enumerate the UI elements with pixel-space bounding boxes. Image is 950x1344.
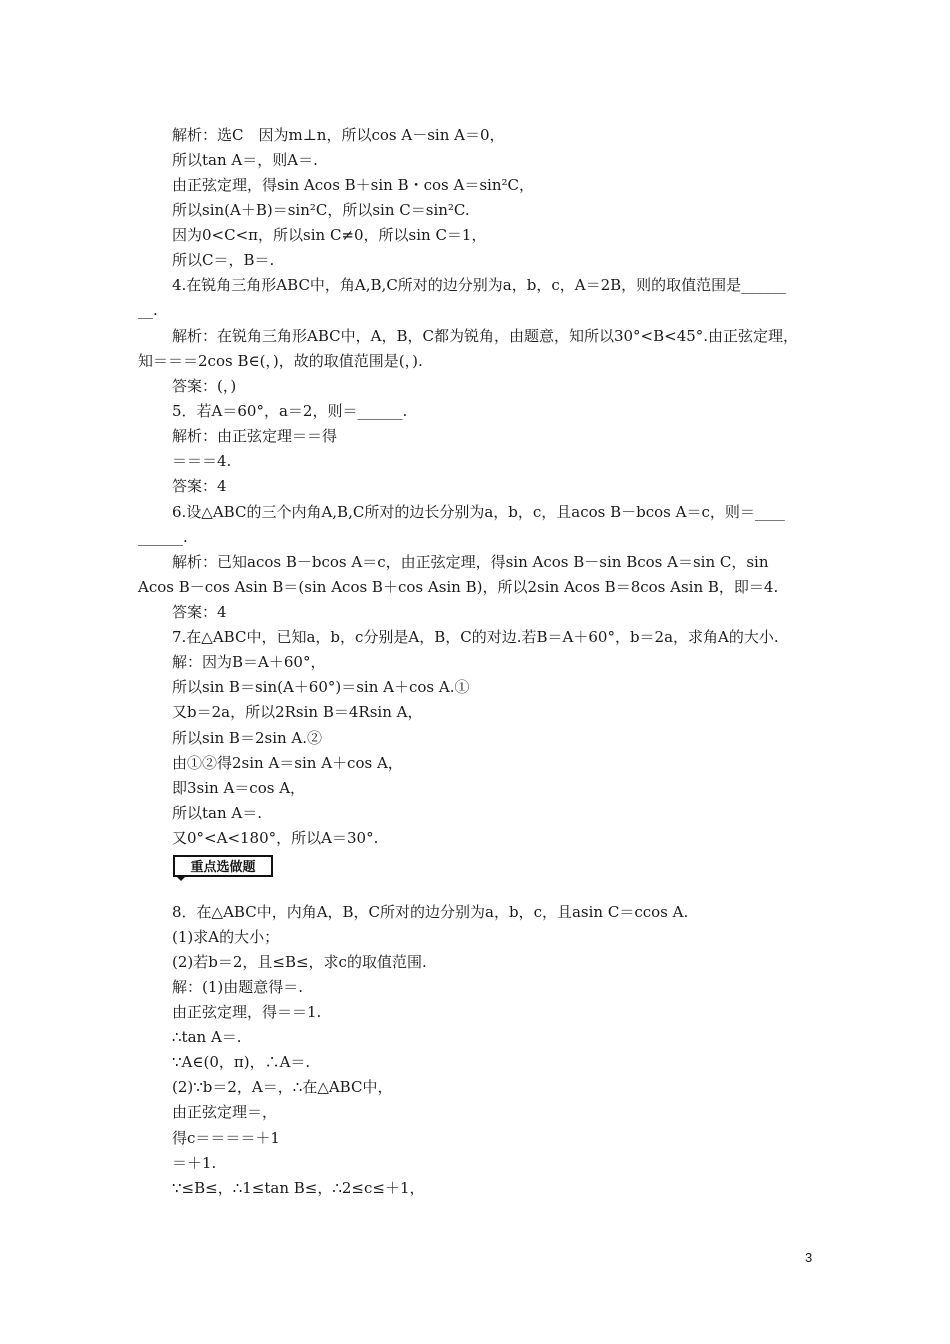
text-line: 解析：在锐角三角形ABC中，A，B，C都为锐角，由题意，知所以30°<B<45°.由正弦定理， <box>172 327 799 345</box>
text-line: 知＝＝＝2cos B∈(，)，故的取值范围是(，). <box>138 352 423 370</box>
text-line: 由正弦定理，得＝＝1. <box>172 1003 322 1021</box>
question-6: 6.设△ABC的三个内角A,B,C所对的边长分别为a，b，c，且acos B－bcos A＝c，则＝____ <box>172 503 785 521</box>
question-4: 4.在锐角三角形ABC中，角A,B,C所对的边分别为a，b，c，A＝2B，则的取值范围是______ <box>172 276 787 294</box>
text-line: ∴tan A＝. <box>172 1028 242 1046</box>
text-line: ∵A∈(0，π)，∴A＝. <box>172 1053 311 1071</box>
question-8: 8．在△ABC中，内角A，B，C所对的边分别为a，b，c，且asin C＝ccos A. <box>172 903 689 921</box>
text-line: 所以C＝，B＝. <box>172 251 275 269</box>
answer-line: 答案：4 <box>172 603 227 621</box>
section-badge-icon <box>172 855 274 881</box>
text-line: 所以tan A＝，则A＝. <box>172 151 318 169</box>
text-line: ＝＝＝4. <box>172 452 232 470</box>
question-5: 5．若A＝60°，a＝2，则＝______. <box>172 402 408 420</box>
text-line: 由①②得2sin A＝sin A＋cos A， <box>172 754 403 772</box>
text-line: 解析：已知acos B－bcos A＝c，由正弦定理，得sin Acos B－sin Bcos A＝sin C，sin <box>172 553 769 571</box>
text-line: 得c＝＝＝＝＋1 <box>172 1129 280 1147</box>
answer-line: 答案：4 <box>172 477 227 495</box>
text-line: (2)若b＝2，且≤B≤，求c的取值范围. <box>172 953 427 971</box>
text-line: 因为0<C<π，所以sin C≠0，所以sin C＝1， <box>172 226 487 244</box>
text-line: 解析：由正弦定理＝＝得 <box>172 427 338 445</box>
text-line: 即3sin A＝cos A， <box>172 779 306 797</box>
text-line: 解析：选C 因为m⊥n，所以cos A－sin A＝0， <box>172 126 505 144</box>
text-line: 由正弦定理，得sin Acos B＋sin B・cos A＝sin²C， <box>172 176 535 194</box>
text-line: 所以tan A＝. <box>172 804 263 822</box>
text-line: ∵≤B≤，∴1≤tan B≤，∴2≤c≤＋1， <box>172 1179 425 1197</box>
text-line: 又b＝2a，所以2Rsin B＝4Rsin A， <box>172 703 423 721</box>
text-line: (2)∵b＝2，A＝，∴在△ABC中， <box>172 1078 393 1096</box>
text-line: (1)求A的大小； <box>172 928 280 946</box>
text-line: 由正弦定理＝， <box>172 1103 278 1121</box>
page-number: 3 <box>805 1250 813 1265</box>
text-line: Acos B－cos Asin B＝(sin Acos B＋cos Asin B)，所以2sin Acos B＝8cos Asin B，即＝4. <box>138 578 779 596</box>
text-line: ______. <box>138 528 188 546</box>
question-7: 7.在△ABC中，已知a，b，c分别是A，B，C的对边.若B＝A＋60°，b＝2a，求角A的大小. <box>172 628 779 646</box>
badge-label: 重点选做题 <box>190 860 256 875</box>
text-line: 解：因为B＝A＋60°， <box>172 653 326 671</box>
text-line: 所以sin(A＋B)＝sin²C，所以sin C＝sin²C. <box>172 201 470 219</box>
answer-line: 答案：(，) <box>172 377 237 395</box>
text-line: 又0°<A<180°，所以A＝30°. <box>172 829 379 847</box>
text-line: 所以sin B＝sin(A＋60°)＝sin A＋cos A.① <box>172 678 470 696</box>
text-line: ＝＋1. <box>172 1154 217 1172</box>
text-line: 所以sin B＝2sin A.② <box>172 729 323 747</box>
text-line: 解：(1)由题意得＝. <box>172 978 304 996</box>
text-line: __. <box>138 301 158 319</box>
